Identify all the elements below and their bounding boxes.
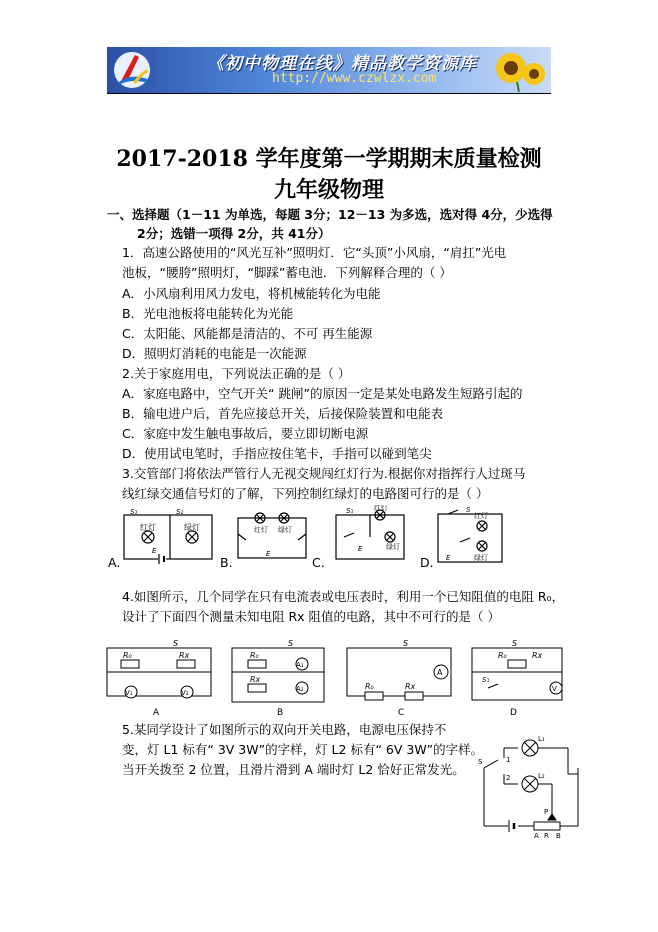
q5-a-label: A <box>534 832 539 838</box>
q4a-v1-label: V₁ <box>125 689 133 697</box>
q3-label-d: D. <box>420 555 434 570</box>
q3-circuit-c <box>330 505 410 567</box>
q5-p-label: P <box>544 808 549 816</box>
q4-circuit-c <box>343 640 455 706</box>
q4c-s-label: S <box>403 640 409 648</box>
q1-stem-line2: 池板，“腰胯”照明灯，“脚踩”蓄电池．下列解释合理的（ ） <box>122 265 452 280</box>
q4-circuit-b <box>228 640 328 706</box>
q5-pos2-label: 2 <box>506 774 511 782</box>
q3-stem-line2: 线红绿交通信号灯的了解，下列控制红绿灯的电路图可行的是（ ） <box>122 486 489 501</box>
q2-option-b: B．输电进户后，首先应接总开关，后接保险装置和电能表 <box>122 406 444 421</box>
sunflower-icon <box>489 48 547 92</box>
q3b-source-label: E <box>266 550 271 558</box>
q4-stem-line1: 4.如图所示，几个同学在只有电流表或电压表时，利用一个已知阻值的电阻 R₀， <box>122 589 565 604</box>
q3d-source-label: E <box>446 554 451 562</box>
q4d-r0-label: R₀ <box>498 651 507 660</box>
q1-stem-line1: 1．高速公路使用的“风光互补”照明灯．它“头顶”小风扇，“肩扛”光电 <box>122 245 507 260</box>
banner-title: 《初中物理在线》精品教学资源库 <box>207 54 477 74</box>
q3b-red-lamp-label: 红灯 <box>254 526 268 534</box>
q4-circuit-d <box>468 640 572 706</box>
q5-s-label: S <box>478 758 483 766</box>
q3-circuit-a <box>118 505 218 567</box>
q3c-s1-label: S₁ <box>346 507 354 515</box>
q4a-rx-label: Rx <box>179 651 190 660</box>
q4b-a2-label: A₂ <box>296 685 304 693</box>
header-rule <box>107 93 551 94</box>
q3a-green-lamp-label: 绿灯 <box>184 523 200 532</box>
q3-label-a: A. <box>108 555 121 570</box>
q3-circuit-b <box>232 512 312 567</box>
q4d-rx-label: Rx <box>532 651 543 660</box>
q4-stem-line2: 设计了下面四个测量未知电阻 Rx 阻值的电路，其中不可行的是（ ） <box>122 609 501 624</box>
q2-option-d: D．使用试电笔时，手指应按住笔卡，手指可以碰到笔尖 <box>122 446 432 461</box>
banner-url: http://www.czwlzx.com <box>272 71 437 86</box>
q5-circuit <box>478 728 588 838</box>
q2-option-a: A．家庭电路中，空气开关“ 跳闸”的原因一定是某处电路发生短路引起的 <box>122 386 523 401</box>
q4b-r0-label: R₀ <box>250 651 259 660</box>
logo-icon <box>113 51 151 89</box>
section-heading-line1: 一、选择题（1－11 为单选，每题 3分；12－13 为多选，选对得 4分，少选得 <box>107 207 553 222</box>
q5-b-label: B <box>556 832 561 838</box>
q3-stem-line1: 3.交管部门将依法严管行人无视交规闯红灯行为.根据你对指挥行人过斑马 <box>122 466 526 481</box>
q4b-rx-label: Rx <box>250 675 261 684</box>
exam-subtitle: 九年级物理 <box>273 177 384 203</box>
q5-pos1-label: 1 <box>506 756 511 764</box>
q4-label-b: B <box>277 708 284 718</box>
q3b-green-lamp-label: 绿灯 <box>278 526 292 534</box>
exam-title: 2017-2018 学年度第一学期期末质量检测 <box>116 146 542 172</box>
q4c-r0-label: R₀ <box>365 682 374 691</box>
q4a-r0-label: R₀ <box>123 651 132 660</box>
q1-option-d: D．照明灯消耗的电能是一次能源 <box>122 346 307 361</box>
q5-stem-line2: 变，灯 L1 标有“ 3V 3W”的字样，灯 L2 标有“ 6V 3W”的字样。 <box>122 742 484 757</box>
q4b-a1-label: A₁ <box>296 661 304 669</box>
q2-stem: 2.关于家庭用电，下列说法正确的是（ ） <box>122 366 351 381</box>
q5-stem-line3: 当开关拨至 2 位置，且滑片滑到 A 端时灯 L2 恰好正常发光。 <box>122 762 465 777</box>
q5-l1-label: L₁ <box>538 735 545 743</box>
q3a-s1-label: S₁ <box>130 508 138 516</box>
q4d-s1-label: S₁ <box>482 676 490 684</box>
q4b-s-label: S <box>288 640 294 648</box>
q1-option-a: A．小风扇利用风力发电，将机械能转化为电能 <box>122 286 381 301</box>
q3d-green-lamp-label: 绿灯 <box>474 554 488 562</box>
q5-r-label: R <box>544 832 549 838</box>
q3-circuit-d <box>432 502 510 568</box>
q1-option-b: B．光电池板将电能转化为光能 <box>122 306 294 321</box>
q3d-s-label: S <box>466 506 471 514</box>
q3c-red-lamp-label: 红灯 <box>374 505 388 512</box>
q3-label-c: C. <box>312 555 325 570</box>
q4c-rx-label: Rx <box>405 682 416 691</box>
q4-label-a: A <box>153 708 160 718</box>
q3a-s2-label: S₂ <box>176 508 184 516</box>
q3-label-b: B. <box>220 555 233 570</box>
q4-label-d: D <box>510 708 517 718</box>
section-heading-line2: 2分；选错一项得 2分，共 41分） <box>137 226 331 241</box>
q3c-source-label: E <box>358 545 363 553</box>
header-banner <box>107 47 551 93</box>
q4-circuit-a <box>103 640 215 706</box>
q3a-red-lamp-label: 红灯 <box>140 523 156 532</box>
q3d-red-lamp-label: 红灯 <box>474 512 488 520</box>
q4d-v-label: V <box>552 685 557 693</box>
q3a-source-label: E <box>152 547 157 555</box>
q4c-a-label: A <box>437 668 443 677</box>
q1-option-c: C．太阳能、风能都是清洁的、不可 再生能源 <box>122 326 373 341</box>
q4a-v2-label: V₂ <box>181 689 189 697</box>
q4a-s-label: S <box>173 640 179 648</box>
q4d-s-label: S <box>512 640 518 648</box>
q5-l2-label: L₂ <box>538 772 545 780</box>
q2-option-c: C．家庭中发生触电事故后，要立即切断电源 <box>122 426 369 441</box>
q3c-green-lamp-label: 绿灯 <box>386 543 400 551</box>
q4-label-c: C <box>398 708 405 718</box>
q5-stem-line1: 5.某同学设计了如图所示的双向开关电路，电源电压保持不 <box>122 722 447 737</box>
